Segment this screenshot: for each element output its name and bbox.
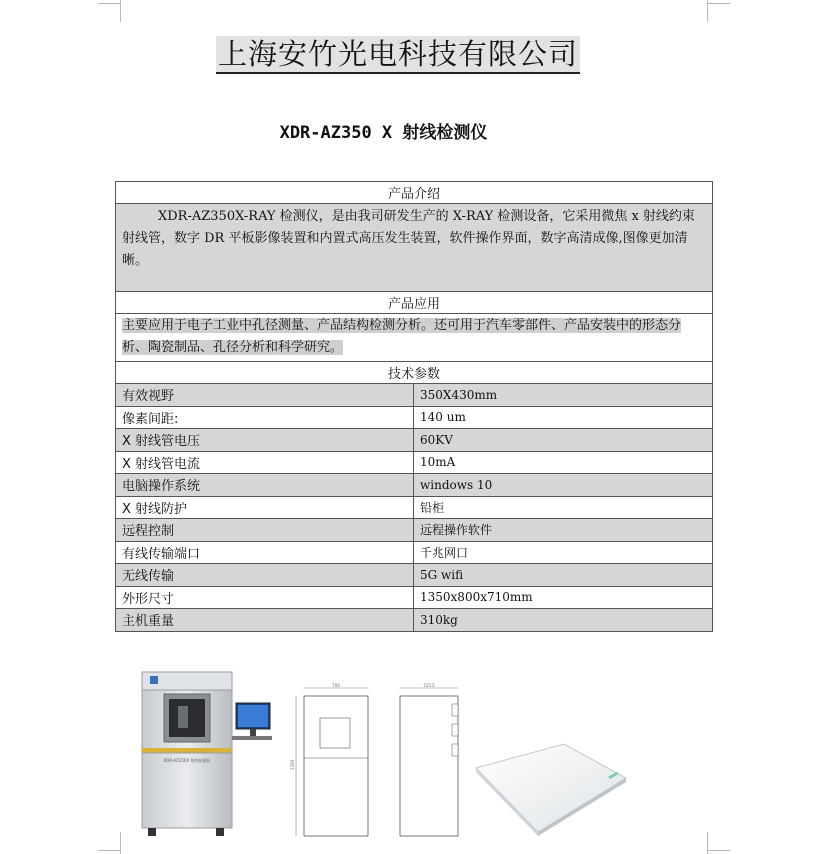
application-row — [116, 314, 713, 362]
crop-mark — [98, 850, 120, 851]
table-row — [116, 519, 713, 542]
table-row — [116, 609, 713, 632]
specs-header-row — [116, 362, 713, 384]
spec-label: 外形尺寸 — [116, 586, 414, 609]
spec-value: 5G wifi — [414, 564, 713, 587]
spec-value: 1350x800x710mm — [414, 586, 713, 609]
spec-label: 主机重量 — [116, 609, 414, 632]
spec-label: 有效视野 — [116, 384, 414, 407]
spec-value: 60KV — [414, 429, 713, 452]
width-dimension: 700 — [332, 683, 340, 688]
spec-rows — [116, 384, 713, 632]
table-row — [116, 474, 713, 497]
side-view-drawing — [392, 684, 468, 840]
table-row — [116, 496, 713, 519]
spec-table — [115, 181, 713, 632]
crop-mark — [707, 832, 708, 854]
spec-value: 350X430mm — [414, 384, 713, 407]
machine-photo — [138, 668, 278, 840]
spec-value: 10mA — [414, 451, 713, 474]
application-header-row — [116, 292, 713, 314]
application-text-body: 主要应用于电子工业中孔径测量、产品结构检测分析。还可用于汽车零部件、产品安装中的形态分析、陶瓷制品、孔径分析和科学研究。 — [122, 318, 682, 355]
crop-mark — [120, 832, 121, 854]
application-text — [116, 314, 713, 362]
spec-label: X 射线管电流 — [116, 451, 414, 474]
machine-label: XDR-AZ350X 射线检测仪 — [163, 758, 211, 763]
spec-value: 140 um — [414, 406, 713, 429]
table-row — [116, 429, 713, 452]
spec-label: 远程控制 — [116, 519, 414, 542]
table-row — [116, 406, 713, 429]
specs-header: 技术参数 — [116, 362, 713, 384]
crop-mark — [708, 850, 730, 851]
front-view-drawing — [292, 684, 382, 840]
intro-header-row — [116, 182, 713, 204]
spec-value: 310kg — [414, 609, 713, 632]
table-row — [116, 541, 713, 564]
spec-label: X 射线管电压 — [116, 429, 414, 452]
height-dimension: 1350 — [290, 759, 295, 770]
spec-label: 有线传输端口 — [116, 541, 414, 564]
table-row — [116, 451, 713, 474]
table-row — [116, 586, 713, 609]
spec-label: 像素间距: — [116, 406, 414, 429]
company-name: 上海安竹光电科技有限公司 — [216, 36, 580, 74]
document-title: XDR-AZ350 X 射线检测仪 — [279, 123, 488, 143]
intro-text-body: XDR-AZ350X-RAY 检测仪，是由我司研发生产的 X-RAY 检测设备，它采用微焦 x 射线约束射线管，数字 DR 平板影像装置和内置式高压发生装置，软件操作界面，数字高清成像,图像更加清晰。 — [122, 209, 695, 268]
application-header: 产品应用 — [116, 292, 713, 314]
table-row — [116, 384, 713, 407]
intro-header: 产品介绍 — [116, 182, 713, 204]
spec-label: 无线传输 — [116, 564, 414, 587]
spec-value: 远程操作软件 — [414, 519, 713, 542]
table-row — [116, 564, 713, 587]
depth-dimension: 715.5 — [423, 683, 435, 688]
spec-label: X 射线防护 — [116, 496, 414, 519]
crop-mark — [707, 0, 708, 22]
crop-mark — [708, 3, 730, 4]
crop-mark — [98, 3, 120, 4]
detector-panel-photo — [470, 738, 630, 838]
spec-value: windows 10 — [414, 474, 713, 497]
spec-value: 铅柜 — [414, 496, 713, 519]
crop-mark — [120, 0, 121, 22]
spec-label: 电脑操作系统 — [116, 474, 414, 497]
spec-value: 千兆网口 — [414, 541, 713, 564]
intro-text — [116, 204, 713, 292]
intro-row — [116, 204, 713, 292]
